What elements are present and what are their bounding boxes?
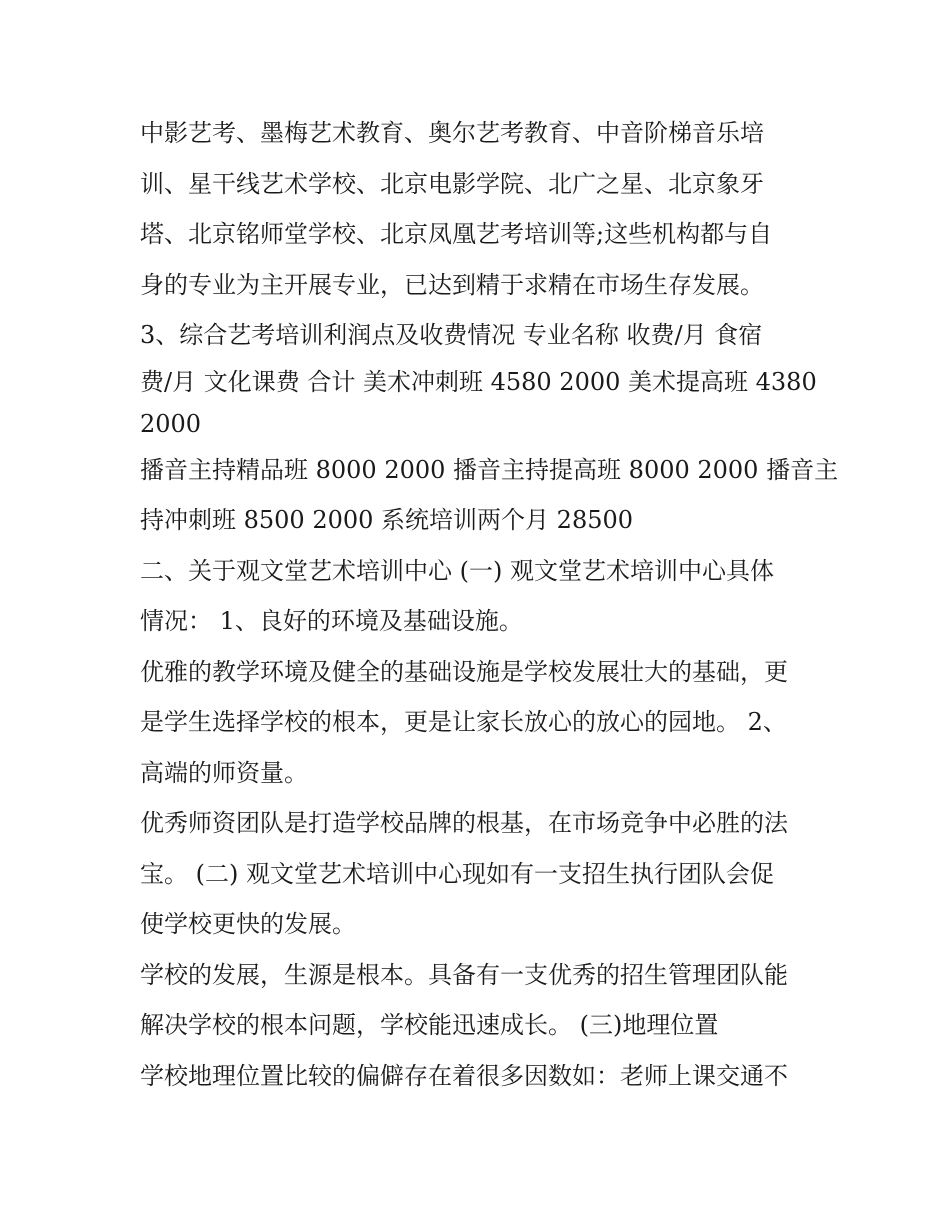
text-line: 塔、北京铭师堂学校、北京凤凰艺考培训等;这些机构都与自	[140, 220, 773, 248]
text-line: 学校地理位置比较的偏僻存在着很多因数如：老师上课交通不	[140, 1061, 788, 1090]
text-line: 高端的师资量。	[140, 758, 308, 787]
text-line: 费/月 文化课费 合计 美术冲刺班 4580 2000 美术提高班 4380	[140, 367, 817, 396]
text-line: 优秀师资团队是打造学校品牌的根基，在市场竞争中必胜的法	[140, 809, 788, 837]
text-line: 训、星干线艺术学校、北京电影学院、北广之星、北京象牙	[140, 169, 764, 198]
text-line: 学校的发展，生源是根本。具备有一支优秀的招生管理团队能	[140, 960, 788, 989]
text-line: 宝。 (二) 观文堂艺术培训中心现如有一支招生执行团队会促	[140, 859, 774, 888]
text-line: 解决学校的根本问题，学校能迅速成长。 (三)地理位置	[140, 1011, 719, 1039]
text-line: 是学生选择学校的根本，更是让家长放心的放心的园地。 2、	[140, 708, 787, 736]
document-body	[140, 108, 839, 1101]
text-line: 身的专业为主开展专业，已达到精于求精在市场生存发展。	[140, 270, 764, 299]
text-line: 中影艺考、墨梅艺术教育、奥尔艺考教育、中音阶梯音乐培	[140, 119, 764, 147]
text-line: 播音主持精品班 8000 2000 播音主持提高班 8000 2000 播音主	[140, 455, 839, 484]
text-line: 优雅的教学环境及健全的基础设施是学校发展壮大的基础，更	[140, 657, 788, 686]
text-line: 使学校更快的发展。	[140, 910, 356, 938]
text-line: 二、关于观文堂艺术培训中心 (一) 观文堂艺术培训中心具体	[140, 556, 774, 585]
text-line: 3、综合艺考培训利润点及收费情况 专业名称 收费/月 食宿	[140, 321, 763, 349]
text-line: 持冲刺班 8500 2000 系统培训两个月 28500	[140, 506, 634, 534]
text-line: 2000	[140, 409, 202, 438]
text-line: 情况： 1、良好的环境及基础设施。	[140, 607, 523, 635]
